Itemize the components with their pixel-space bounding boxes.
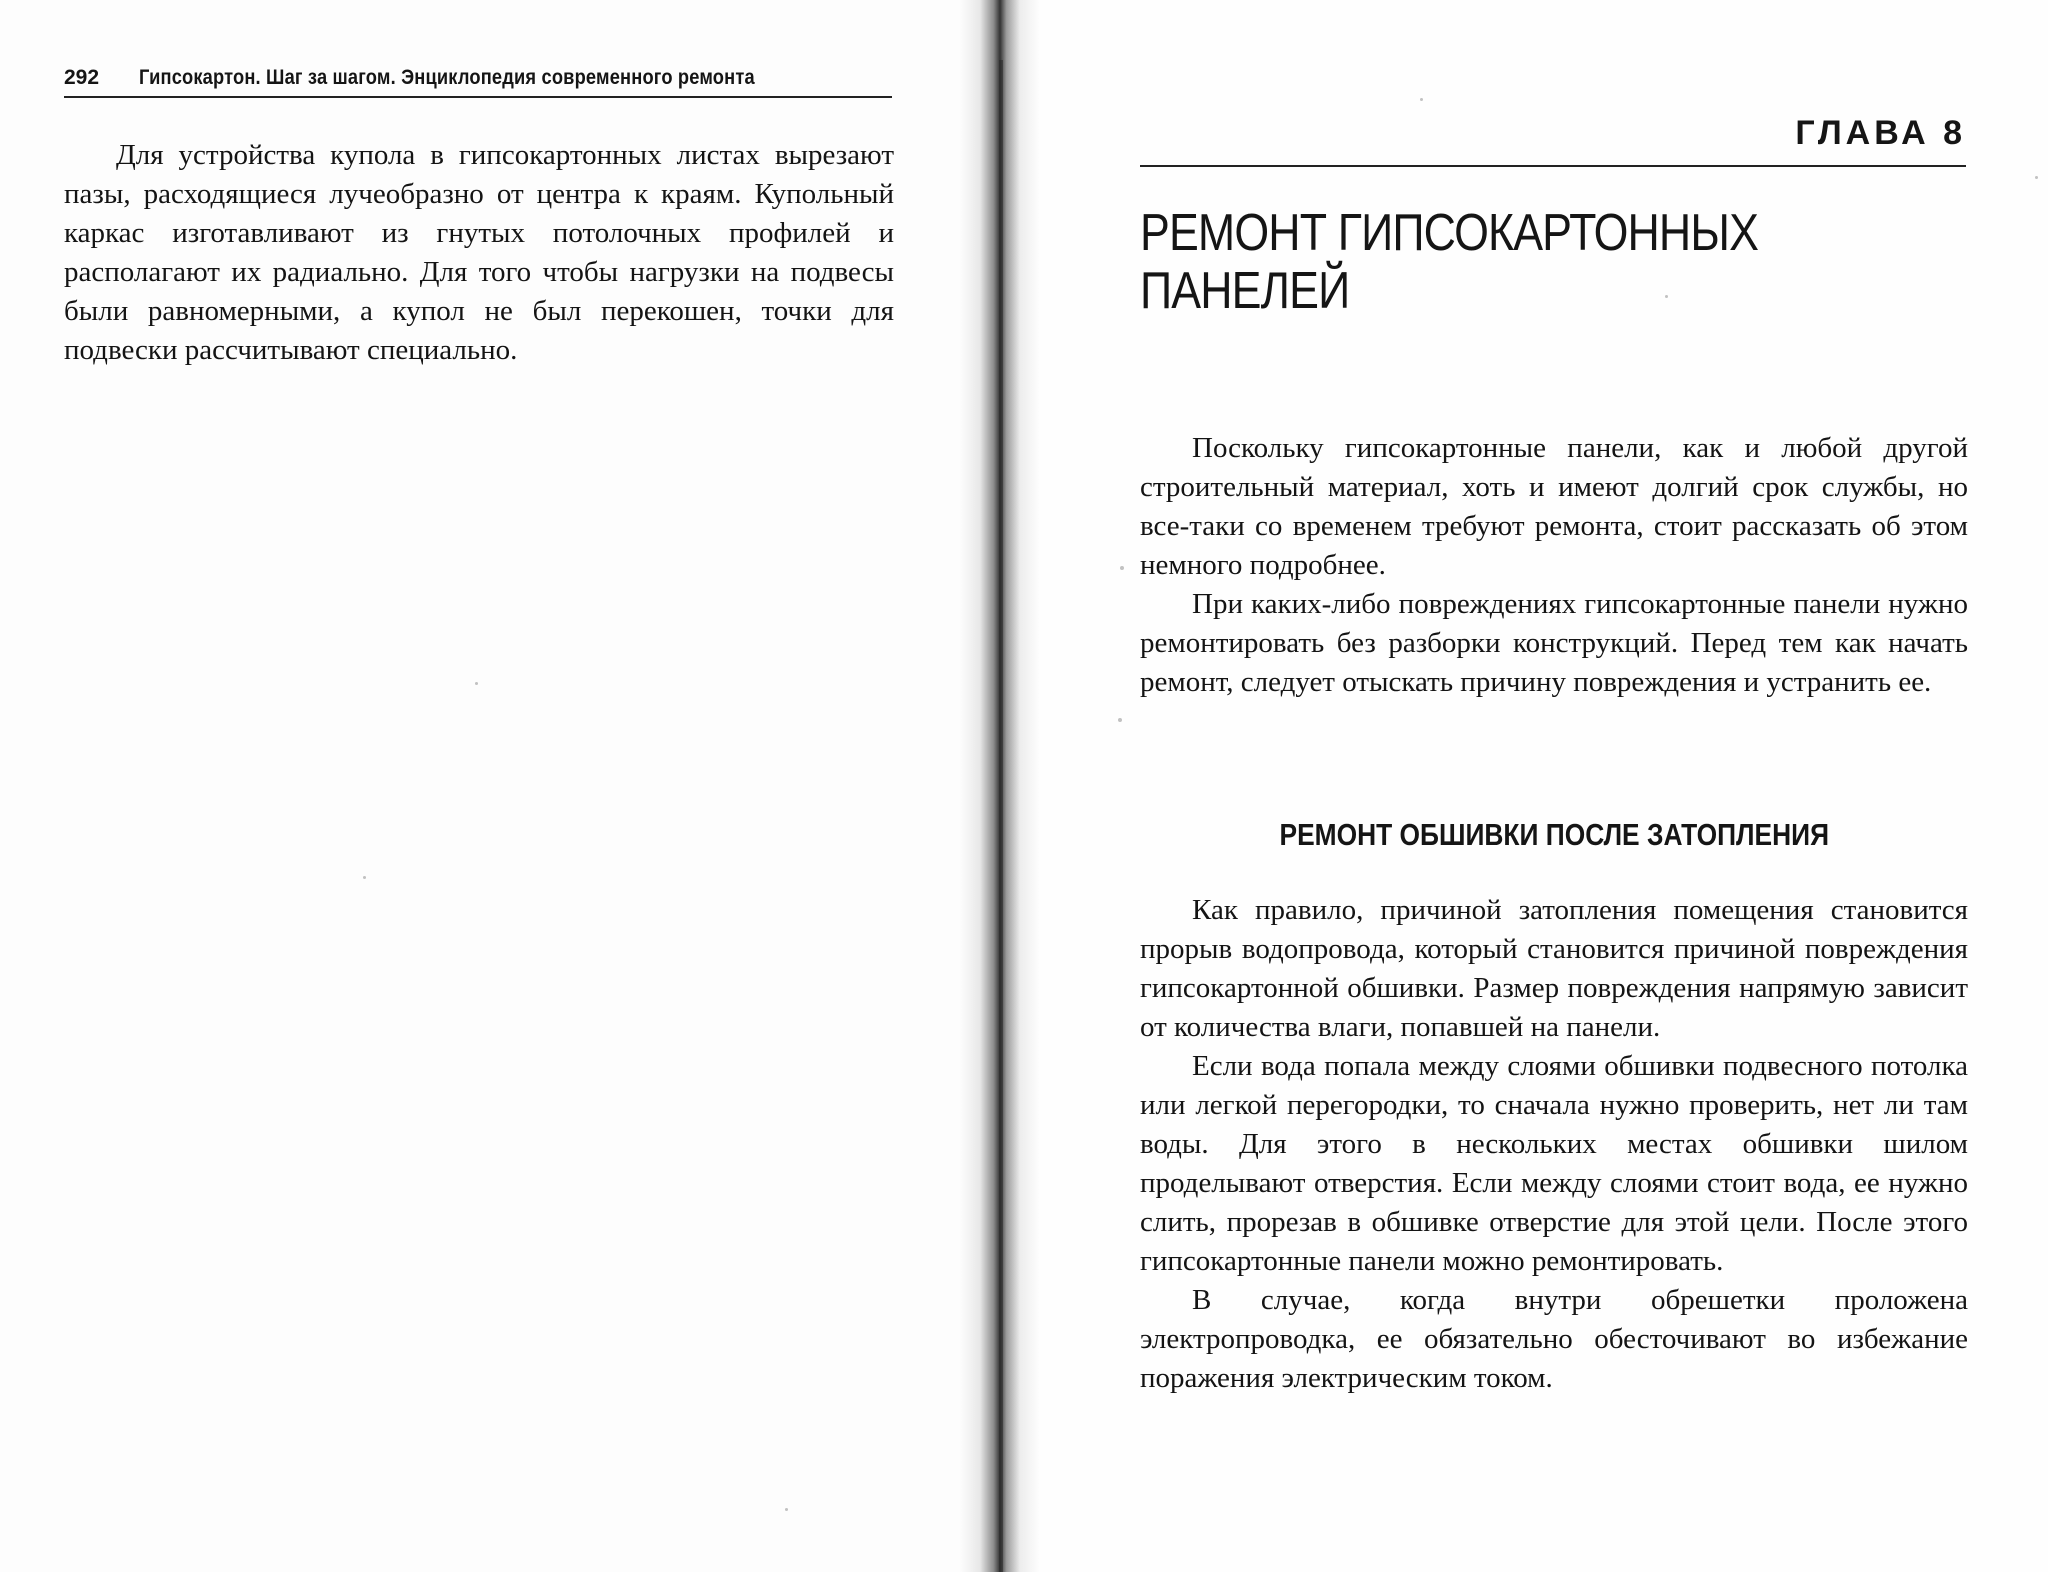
- chapter-rule: [1140, 165, 1966, 167]
- section-heading: [1140, 817, 1968, 853]
- scan-speck: [475, 682, 478, 685]
- paragraph: Для устройства купола в гипсокартонных листах вырезают пазы, расходящиеся лучеобразно от центра к краям. Купольный каркас изготавливают из гнутых потолочных профилей и располагают их радиально. Для того чтобы нагрузки на подвесы были равномерными, а купол не был перекошен, точки для подвески рассчитывают специально.: [64, 139, 894, 366]
- chapter-title: РЕМОНТ ГИПСОКАРТОННЫХ ПАНЕЛЕЙ: [1140, 204, 1759, 320]
- scan-speck: [785, 1508, 788, 1511]
- paragraph: Если вода попала между слоями обшивки подвесного потолка или легкой перегородки, то сначала нужно проверить, нет ли там воды. Для этого в нескольких местах обшивки шилом проделывают отверстия. Если между слоями стоит вода, ее нужно слить, прорезав в обшивке отверстие для этой цели. После этого гипсокартонные панели можно ремонтировать.: [1140, 1050, 1968, 1277]
- running-title: Гипсокартон. Шаг за шагом. Энциклопедия современного ремонта: [139, 66, 755, 89]
- scan-speck: [1120, 566, 1124, 570]
- paragraph: В случае, когда внутри обрешетки проложена электропроводка, ее обязательно обесточивают во избежание поражения электрическим током.: [1140, 1284, 1968, 1394]
- section-heading-text: РЕМОНТ ОБШИВКИ ПОСЛЕ ЗАТОПЛЕНИЯ: [1279, 817, 1829, 852]
- scan-speck: [1420, 98, 1423, 101]
- chapter-label: ГЛАВА 8: [1795, 114, 1966, 152]
- scan-speck: [363, 876, 366, 879]
- section-body: [1140, 891, 1968, 1398]
- book-spine-shadow: [999, 60, 1003, 1572]
- chapter-intro: [1140, 429, 1968, 702]
- scan-speck: [1665, 295, 1668, 298]
- paragraph: Как правило, причиной затопления помещения становится прорыв водопровода, который становится причиной повреждения гипсокартонной обшивки. Размер повреждения напрямую зависит от количества влаги, попавшей на панели.: [1140, 894, 1968, 1043]
- paragraph: При каких-либо повреждениях гипсокартонные панели нужно ремонтировать без разборки конструкций. Перед тем как начать ремонт, следует отыскать причину повреждения и устранить ее.: [1140, 588, 1968, 698]
- page-number: 292: [64, 66, 100, 89]
- scan-speck: [1118, 718, 1122, 722]
- paragraph: Поскольку гипсокартонные панели, как и любой другой строительный материал, хоть и имеют долгий срок службы, но все-таки со временем требуют ремонта, стоит рассказать об этом немного подробнее.: [1140, 432, 1968, 581]
- left-page-body: [64, 136, 894, 370]
- running-header: [64, 66, 892, 98]
- scan-speck: [2035, 176, 2038, 179]
